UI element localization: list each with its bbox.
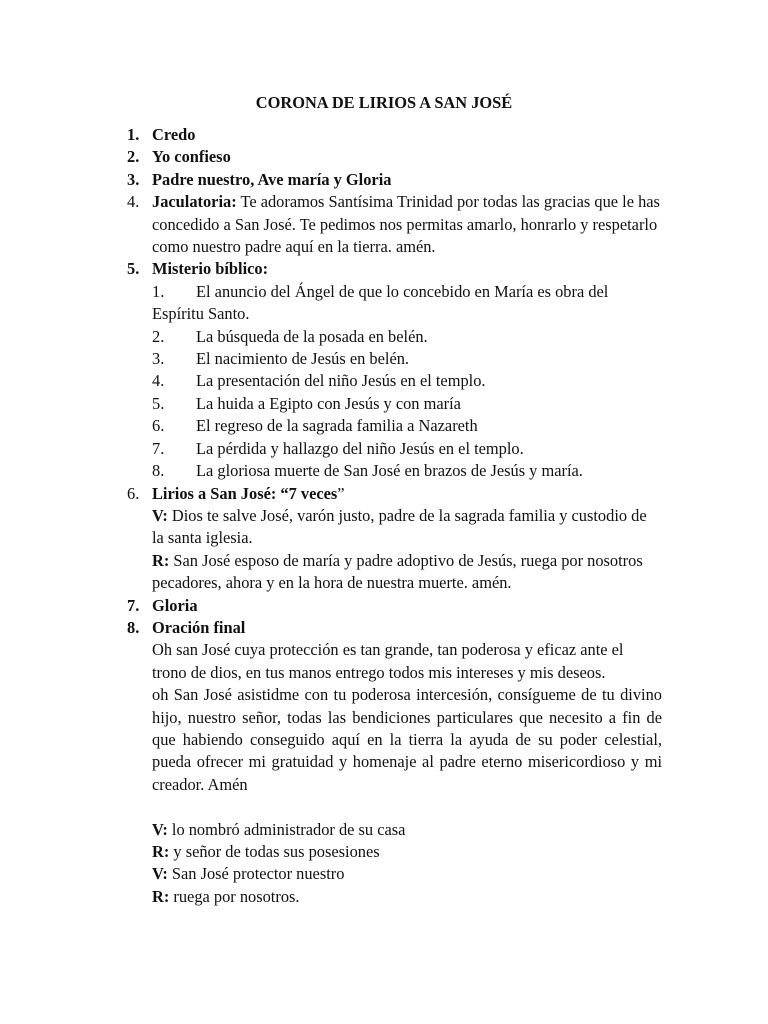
list-item-oracion-final (127, 617, 662, 639)
item-number: 5. (127, 259, 140, 279)
item-text: ” (337, 483, 345, 503)
mystery-number: 3. (152, 349, 165, 369)
response-text: y señor de todas sus posesiones (169, 841, 380, 861)
versicle (152, 505, 662, 550)
response-label: R: (152, 886, 170, 906)
response-label: R: (152, 841, 170, 861)
versicle-text: San José protector nuestro (167, 864, 345, 884)
mystery-number: 5. (152, 393, 165, 413)
item-text: Yo confieso (152, 147, 231, 167)
item-number: 7. (127, 595, 140, 615)
mystery-text: El nacimiento de Jesús en belén. (196, 349, 410, 369)
item-number: 2. (127, 147, 140, 167)
mystery-text: La pérdida y hallazgo del niño Jesús en el templo. (196, 438, 524, 458)
item-text: Oración final (152, 617, 246, 637)
list-item-yo-confieso (127, 146, 662, 168)
mystery-number: 4. (152, 371, 165, 391)
mysteries-list (127, 281, 662, 483)
mystery-item (152, 460, 662, 482)
response (152, 841, 662, 863)
versicle-label: V: (152, 819, 168, 839)
item-text: Misterio bíblico: (152, 259, 269, 279)
item-number: 3. (127, 169, 140, 189)
response (152, 550, 662, 595)
oracion-text (127, 639, 662, 908)
oracion-paragraph-2: oh San José asistidme con tu poderosa intercesión, consígueme de tu divino hijo, nuestro señor, todas las bendiciones particulares que necesito a fin de que habiendo conseguido aquí en la tierra la ayuda de su poder celestial, pueda ofrecer mi gratuidad y homenaje al padre eterno misericordioso y mi creador. Amén (152, 685, 662, 794)
item-number: 8. (127, 617, 140, 637)
spacer (152, 796, 662, 818)
versicle-label: V: (152, 505, 168, 525)
mystery-item (152, 438, 662, 460)
versicle-text: Dios te salve José, varón justo, padre de la sagrada familia y custodio de la santa iglesia. (152, 505, 647, 548)
response-label: R: (152, 550, 170, 570)
item-text: Te adoramos Santísima Trinidad por todas las gracias que le has concedido a San José. Te pedimos nos permitas amarlo, honrarlo y respetarlo como nuestro padre aquí en la tierra. amén. (152, 192, 660, 257)
prayer-list (127, 124, 662, 908)
item-label: Jaculatoria: (152, 192, 237, 212)
item-number: 1. (127, 125, 140, 144)
mystery-item (152, 326, 662, 348)
versicle (152, 863, 662, 885)
mystery-text: La búsqueda de la posada en belén. (196, 326, 428, 346)
mystery-text: La presentación del niño Jesús en el templo. (196, 371, 486, 391)
mystery-item (152, 370, 662, 392)
response (152, 886, 662, 908)
item-text: Credo (152, 125, 196, 144)
list-item-gloria (127, 595, 662, 617)
mystery-item (152, 393, 662, 415)
list-item-misterio (127, 258, 662, 280)
list-item-credo (127, 124, 662, 146)
item-number: 6. (127, 483, 140, 503)
mystery-text: La huida a Egipto con Jesús y con maría (196, 393, 461, 413)
mystery-text: El regreso de la sagrada familia a Nazareth (196, 416, 478, 436)
item-text: Gloria (152, 595, 198, 615)
mystery-number: 8. (152, 461, 165, 481)
item-number: 4. (127, 192, 140, 212)
mystery-number: 6. (152, 416, 165, 436)
item-label: Lirios a San José: “7 veces (152, 483, 338, 503)
mystery-item (152, 415, 662, 437)
mystery-text: El anuncio del Ángel de que lo concebido en María es obra del Espíritu Santo. (152, 281, 609, 324)
versicle (152, 819, 662, 841)
oracion-paragraph-1: Oh san José cuya protección es tan grande, tan poderosa y eficaz ante el trono de dios, en tus manos entrego todos mis intereses y mis deseos. (152, 640, 624, 682)
response-text: ruega por nosotros. (169, 886, 300, 906)
list-item-lirios (127, 483, 662, 505)
lirios-response (127, 505, 662, 595)
mystery-number: 7. (152, 438, 165, 458)
item-text: Padre nuestro, Ave maría y Gloria (152, 169, 392, 189)
mystery-text: La gloriosa muerte de San José en brazos de Jesús y maría. (196, 461, 583, 481)
list-item-padre-nuestro (127, 169, 662, 191)
list-item-jaculatoria (127, 191, 662, 258)
versicle-text: lo nombró administrador de su casa (167, 819, 406, 839)
mystery-item (152, 281, 662, 326)
versicle-label: V: (152, 864, 168, 884)
mystery-item (152, 348, 662, 370)
response-text: San José esposo de maría y padre adoptivo de Jesús, ruega por nosotros pecadores, ahora y en la hora de nuestra muerte. amén. (152, 550, 643, 593)
mystery-number: 2. (152, 326, 165, 346)
mystery-number: 1. (152, 281, 165, 301)
page-title: CORONA DE LIRIOS A SAN JOSÉ (255, 93, 513, 112)
